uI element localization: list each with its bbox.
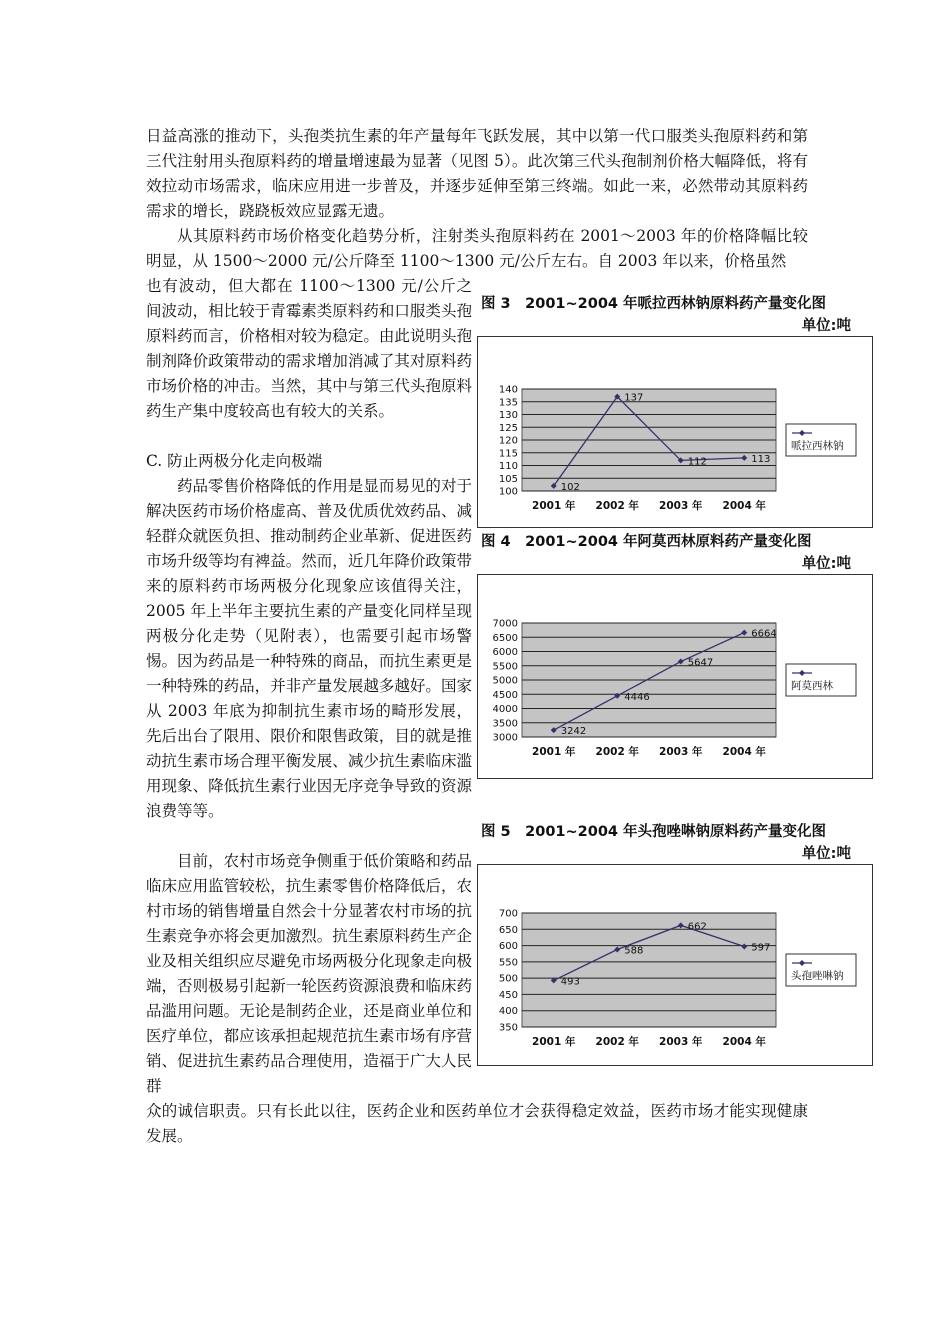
figure-3-svg xyxy=(478,337,872,527)
x-tick-label: 2001 年 xyxy=(532,500,576,512)
figure-4-title: 图 4 2001~2004 年阿莫西林原料药产量变化图 xyxy=(481,534,812,550)
data-label: 4446 xyxy=(624,691,650,703)
figure-3-title: 图 3 2001~2004 年哌拉西林钠原料药产量变化图 xyxy=(481,296,827,312)
paragraph-4-end: 众的诚信职责。只有长此以往，医药企业和医药单位才会获得稳定效益，医药市场才能实现健康发展。 xyxy=(146,1102,808,1145)
x-tick-label: 2001 年 xyxy=(532,746,576,758)
y-tick-label: 700 xyxy=(498,908,518,920)
data-label: 5647 xyxy=(687,657,714,669)
legend-label: 阿莫西林 xyxy=(791,680,833,692)
y-tick-label: 600 xyxy=(498,941,518,953)
y-tick-label: 3000 xyxy=(492,732,518,744)
x-tick-label: 2003 年 xyxy=(659,500,703,512)
paragraph-4: 目前，农村市场竞争侧重于低价策略和药品临床应用监管较松，抗生素零售价格降低后，农村市场的销售增量自然会十分显著农村市场的抗生素竞争亦将会更加激烈。抗生素原料药生产企业及相关组织应尽避免市场两极分化现象走向极端，否则极易引起新一轮医药资源浪费和临床药品滥用问题。无论是制药企业，还是商业单位和医疗单位，都应该承担起规范抗生素市场有序营销、促进抗生素药品合理使用，造福于广大人民群 xyxy=(146,852,472,1095)
x-tick-label: 2002 年 xyxy=(595,746,639,758)
x-tick-label: 2004 年 xyxy=(722,500,766,512)
paragraph-2b: 也有波动，但大都在 1100～1300 元/公斤之间波动，相比较于青霉素类原料药和口服类头孢原料药而言，价格相对较为稳定。由此说明头孢制剂降价政策带动的需求增加消减了其对原料药市场价格的冲击。当然，其中与第三代头孢原料药生产集中度较高也有较大的关系。 xyxy=(146,277,472,420)
y-tick-label: 100 xyxy=(498,486,518,498)
figure-3-chart xyxy=(477,336,873,528)
y-tick-label: 4000 xyxy=(492,704,518,715)
data-label: 6664 xyxy=(751,628,777,640)
figure-4-unit: 单位:吨 xyxy=(801,556,851,572)
data-label: 597 xyxy=(751,942,771,954)
figure-3-unit: 单位:吨 xyxy=(801,318,851,334)
y-tick-label: 500 xyxy=(498,973,518,985)
data-label: 662 xyxy=(687,921,707,933)
x-tick-label: 2003 年 xyxy=(659,746,703,758)
figure-3 xyxy=(477,292,873,528)
data-label: 102 xyxy=(560,481,580,493)
y-tick-label: 400 xyxy=(498,1006,518,1018)
y-tick-label: 4500 xyxy=(492,689,518,701)
figure-5-svg xyxy=(478,865,872,1065)
figure-4-svg xyxy=(478,575,872,778)
data-label: 137 xyxy=(624,392,644,404)
y-tick-label: 550 xyxy=(498,957,518,969)
legend-label: 头孢唑啉钠 xyxy=(791,970,844,982)
y-tick-label: 650 xyxy=(498,924,518,936)
y-tick-label: 110 xyxy=(498,461,518,472)
y-tick-label: 125 xyxy=(498,422,518,434)
y-tick-label: 350 xyxy=(498,1022,518,1034)
y-tick-label: 115 xyxy=(498,448,518,460)
y-tick-label: 7000 xyxy=(492,618,518,630)
figure-5-unit: 单位:吨 xyxy=(801,846,851,862)
paragraph-2a: 从其原料药市场价格变化趋势分析，注射类头孢原料药在 2001～2003 年的价格降幅比较明显，从 1500～2000 元/公斤降至 1100～1300 元/公斤左右。自 2003 年以来，价格虽然 xyxy=(146,227,808,270)
y-tick-label: 3500 xyxy=(492,718,518,730)
x-tick-label: 2004 年 xyxy=(722,746,766,758)
data-label: 112 xyxy=(687,456,707,468)
y-tick-label: 120 xyxy=(498,435,518,447)
x-tick-label: 2002 年 xyxy=(595,1036,639,1048)
y-tick-label: 6500 xyxy=(492,632,518,644)
y-tick-label: 105 xyxy=(498,473,518,485)
y-tick-label: 135 xyxy=(498,397,518,409)
data-label: 493 xyxy=(560,976,580,988)
y-tick-label: 140 xyxy=(498,384,518,396)
figure-5-chart xyxy=(477,864,873,1066)
legend-label: 哌拉西林钠 xyxy=(791,440,844,452)
x-tick-label: 2003 年 xyxy=(659,1036,703,1048)
paragraph-1: 日益高涨的推动下，头孢类抗生素的年产量每年飞跃发展，其中以第一代口服类头孢原料药和第三代注射用头孢原料药的增量增速最为显著（见图 5）。此次第三代头孢制剂价格大幅降低，将有效拉动市场需求，临床应用进一步普及，并逐步延伸至第三终端。如此一来，必然带动其原料药需求的增长，跷跷板效应显露无遗。 xyxy=(146,127,808,220)
x-tick-label: 2004 年 xyxy=(722,1036,766,1048)
data-label: 113 xyxy=(751,453,771,465)
x-tick-label: 2002 年 xyxy=(595,500,639,512)
x-tick-label: 2001 年 xyxy=(532,1036,576,1048)
data-label: 588 xyxy=(624,945,644,957)
y-tick-label: 130 xyxy=(498,410,518,421)
section-heading-c: C. 防止两极分化走向极端 xyxy=(146,452,323,470)
y-tick-label: 6000 xyxy=(492,647,518,658)
y-tick-label: 5000 xyxy=(492,675,518,687)
figure-4 xyxy=(477,530,873,780)
y-tick-label: 450 xyxy=(498,989,518,1001)
data-label: 3242 xyxy=(560,726,587,738)
figure-4-chart xyxy=(477,574,873,779)
y-tick-label: 5500 xyxy=(492,661,518,673)
figure-5-title: 图 5 2001~2004 年头孢唑啉钠原料药产量变化图 xyxy=(481,824,827,840)
plot-area xyxy=(522,913,776,1027)
paragraph-3: 药品零售价格降低的作用是显而易见的对于解决医药市场价格虚高、普及优质优效药品、减轻群众就医负担、推动制药企业革新、促进医药市场升级等均有裨益。然而，近几年降价政策带来的原料药市场两极分化现象应该值得关注，2005 年上半年主要抗生素的产量变化同样呈现两极分化走势（见附表），也需要引起市场警惕。因为药品是一种特殊的商品，而抗生素更是一种特殊的药品，并非产量发展越多越好。国家从 2003 年底为抑制抗生素市场的畸形发展，先后出台了限用、限价和限售政策，目的就是推动抗生素市场合理平衡发展、减少抗生素临床滥用现象、降低抗生素行业因无序竞争导致的资源浪费等等。 xyxy=(146,477,472,820)
figure-5 xyxy=(477,820,873,1068)
